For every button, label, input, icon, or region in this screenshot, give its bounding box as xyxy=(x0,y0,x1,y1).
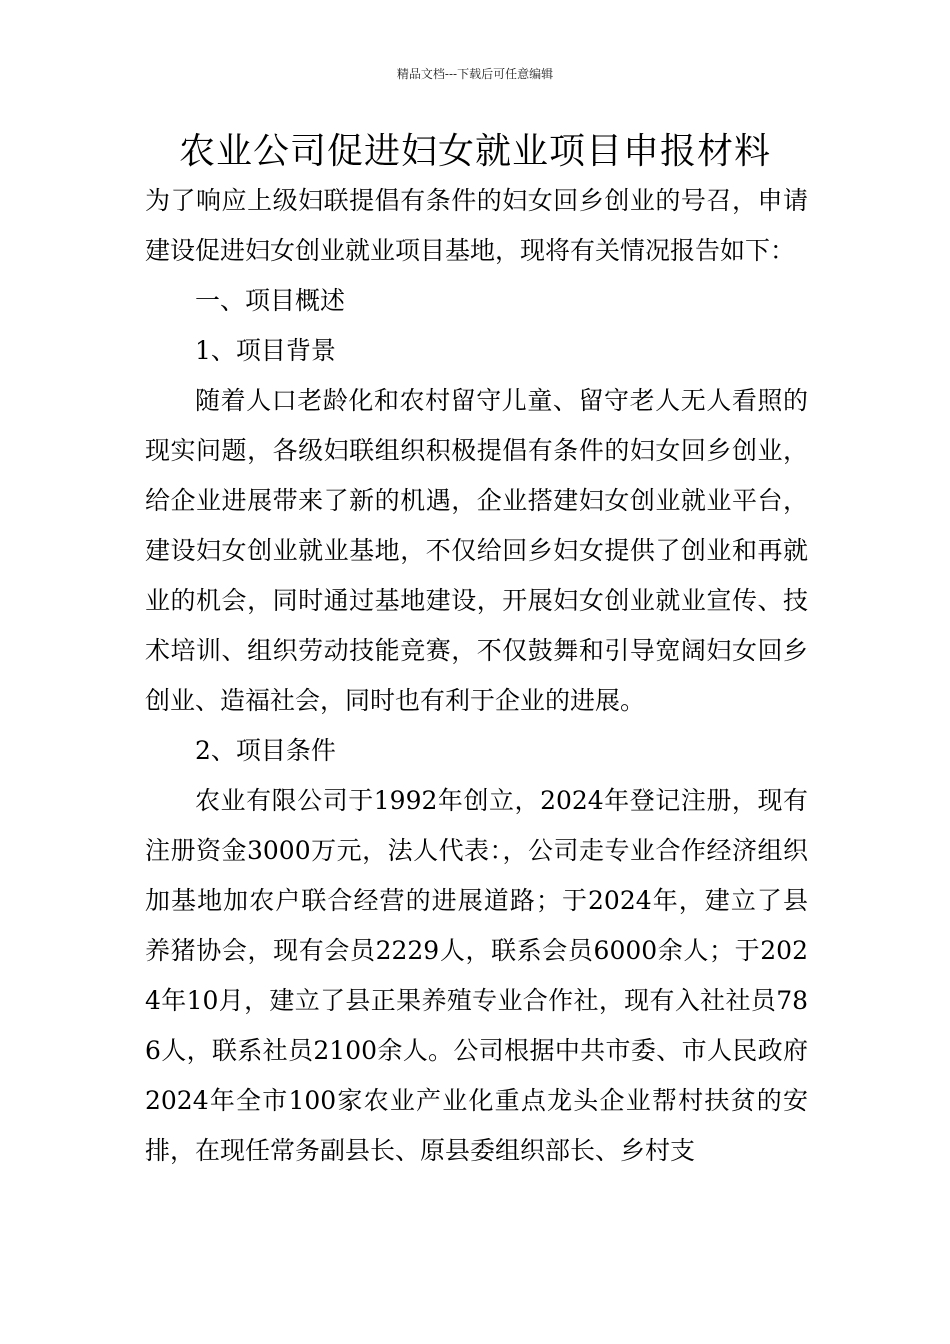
document-body xyxy=(145,176,808,1176)
intro-paragraph: 为了响应上级妇联提倡有条件的妇女回乡创业的号召，申请建设促进妇女创业就业项目基地，现将有关情况报告如下： xyxy=(145,186,808,265)
subsection-heading-conditions: 2、项目条件 xyxy=(195,736,336,765)
background-paragraph: 随着人口老龄化和农村留守儿童、留守老人无人看照的现实问题，各级妇联组织积极提倡有条件的妇女回乡创业，给企业进展带来了新的机遇，企业搭建妇女创业就业平台，建设妇女创业就业基地，不仅给回乡妇女提供了创业和再就业的机会，同时通过基地建设，开展妇女创业就业宣传、技术培训、组织劳动技能竞赛，不仅鼓舞和引导宽阔妇女回乡创业、造福社会，同时也有利于企业的进展。 xyxy=(145,386,808,715)
subsection-heading-background: 1、项目背景 xyxy=(195,336,336,365)
document-title: 农业公司促进妇女就业项目申报材料 xyxy=(178,131,771,172)
section-heading-overview: 一、项目概述 xyxy=(195,286,346,315)
page-header: 精品文档---下载后可任意编辑 xyxy=(396,67,554,81)
conditions-paragraph: 农业有限公司于1992年创立，2024年登记注册，现有注册资金3000万元，法人代表：，公司走专业合作经济组织加基地加农户联合经营的进展道路；于2024年，建立了县养猪协会，现有会员2229人，联系会员6000余人；于2024年10月，建立了县正果养殖专业合作社，现有入社社员786人，联系社员2100余人。公司根据中共市委、市人民政府2024年全市100家农业产业化重点龙头企业帮村扶贫的安排，在现任常务副县长、原县委组织部长、乡村支 xyxy=(145,786,808,1165)
